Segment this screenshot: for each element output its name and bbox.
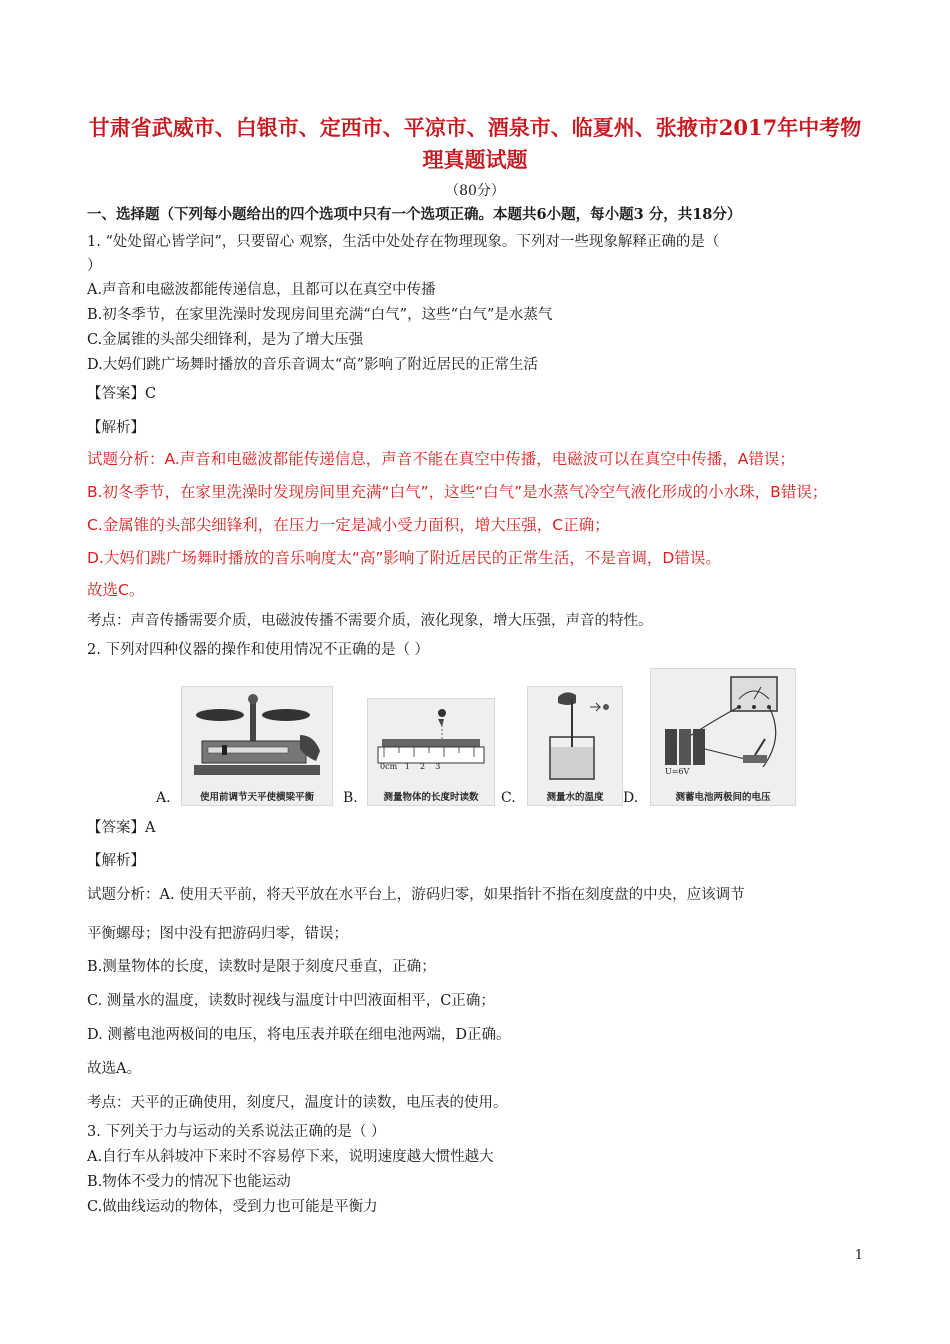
q2-analysis-line3: B.测量物体的长度，读数时是限于刻度尺垂直，正确； xyxy=(87,959,436,975)
total-score: （80分） xyxy=(445,183,505,199)
q1-option-d: D.大妈们跳广场舞时播放的音乐音调太“高”影响了附近居民的正常生活 xyxy=(87,357,539,373)
q2-conclusion: 故选A。 xyxy=(87,1061,141,1077)
q1-option-c: C.金属锥的头部尖细锋利，是为了增大压强 xyxy=(87,332,364,348)
q2-analysis-line2: 平衡螺母；图中没有把游码归零，错误； xyxy=(87,926,348,942)
q2-analysis-line1: 试题分析：A. 使用天平前，将天平放在水平台上，游码归零，如果指针不指在刻度盘的中央，应该调节 xyxy=(87,887,745,903)
q1-option-a: A.声音和电磁波都能传递信息，且都可以在真空中传播 xyxy=(87,282,436,298)
q1-option-b: B.初冬季节，在家里洗澡时发现房间里充满“白气”，这些“白气”是水蒸气 xyxy=(87,307,553,323)
q1-analysis-line1: 试题分析：A.声音和电磁波都能传递信息，声音不能在真空中传播，电磁波可以在真空中传播，A错误； xyxy=(87,450,795,468)
document-title-line1: 甘肃省武威市、白银市、定西市、平凉市、酒泉市、临夏州、张掖市2017年中考物 xyxy=(88,115,862,140)
q1-conclusion: 故选C。 xyxy=(87,581,145,599)
q2-analysis-line5: D. 测蓄电池两极间的电压，将电压表并联在细电池两端，D正确。 xyxy=(87,1027,511,1043)
figure-d-label: D. xyxy=(623,790,639,806)
q3-stem: 3. 下列关于力与运动的关系说法正确的是（ ） xyxy=(87,1124,386,1140)
figure-a-caption: 使用前调节天平使横梁平衡 xyxy=(199,792,314,803)
figure-a-label: A. xyxy=(156,790,171,806)
q1-analysis-line3: C.金属锥的头部尖细锋利，在压力一定是减小受力面积，增大压强，C正确； xyxy=(87,516,610,534)
q2-kaodian: 考点：天平的正确使用，刻度尺，温度计的读数，电压表的使用。 xyxy=(87,1095,508,1111)
figure-b-label: B. xyxy=(343,790,358,806)
page-number: 1 xyxy=(854,1248,863,1263)
figure-c-caption: 测量水的温度 xyxy=(546,792,604,803)
section-heading: 一、选择题（下列每小题给出的四个选项中只有一个选项正确。本题共6小题，每小题3 分，共18分） xyxy=(87,206,742,223)
q1-kaodian: 考点：声音传播需要介质，电磁波传播不需要介质，液化现象，增大压强，声音的特性。 xyxy=(87,613,653,629)
figure-c-thermometer xyxy=(527,686,623,806)
q1-stem-line2: ） xyxy=(87,258,102,274)
q2-answer: 【答案】A xyxy=(87,820,156,836)
q2-analysis-label: 【解析】 xyxy=(87,853,145,869)
document-title-line2: 理真题试题 xyxy=(422,147,528,172)
figure-a-balance xyxy=(181,686,333,806)
voltage-text: U=6V xyxy=(665,767,690,776)
voltmeter-circuit-icon xyxy=(651,669,795,781)
q1-stem-line1: 1. “处处留心皆学问”，只要留心 观察，生活中处处存在物理现象。下列对一些现象解释正确的是（ xyxy=(87,234,720,250)
balance-icon xyxy=(182,687,332,787)
figure-d-caption: 测蓄电池两极间的电压 xyxy=(675,792,771,803)
figure-b-ruler xyxy=(367,698,495,806)
figure-d-voltmeter xyxy=(650,668,796,806)
figure-c-label: C. xyxy=(501,790,516,806)
q3-option-b: B.物体不受力的情况下也能运动 xyxy=(87,1174,291,1190)
q3-option-a: A.自行车从斜坡冲下来时不容易停下来，说明速度越大惯性越大 xyxy=(87,1149,494,1165)
ruler-scale-text: 0cm 1 2 3 xyxy=(380,762,441,771)
q2-analysis-line4: C. 测量水的温度，读数时视线与温度计中凹液面相平，C正确； xyxy=(87,993,495,1009)
q1-answer: 【答案】C xyxy=(87,386,157,402)
figure-b-caption: 测量物体的长度时读数 xyxy=(383,792,479,803)
q1-analysis-line4: D.大妈们跳广场舞时播放的音乐响度太“高”影响了附近居民的正常生活，不是音调，D错误。 xyxy=(87,549,721,567)
q2-stem: 2. 下列对四种仪器的操作和使用情况不正确的是（ ） xyxy=(87,642,430,658)
q3-option-c: C.做曲线运动的物体，受到力也可能是平衡力 xyxy=(87,1199,378,1215)
q1-analysis-label: 【解析】 xyxy=(87,420,145,436)
q1-analysis-line2: B.初冬季节，在家里洗澡时发现房间里充满“白气”，这些“白气”是水蒸气冷空气液化形成的小水珠，B错误； xyxy=(87,483,828,501)
thermometer-icon xyxy=(528,687,622,783)
